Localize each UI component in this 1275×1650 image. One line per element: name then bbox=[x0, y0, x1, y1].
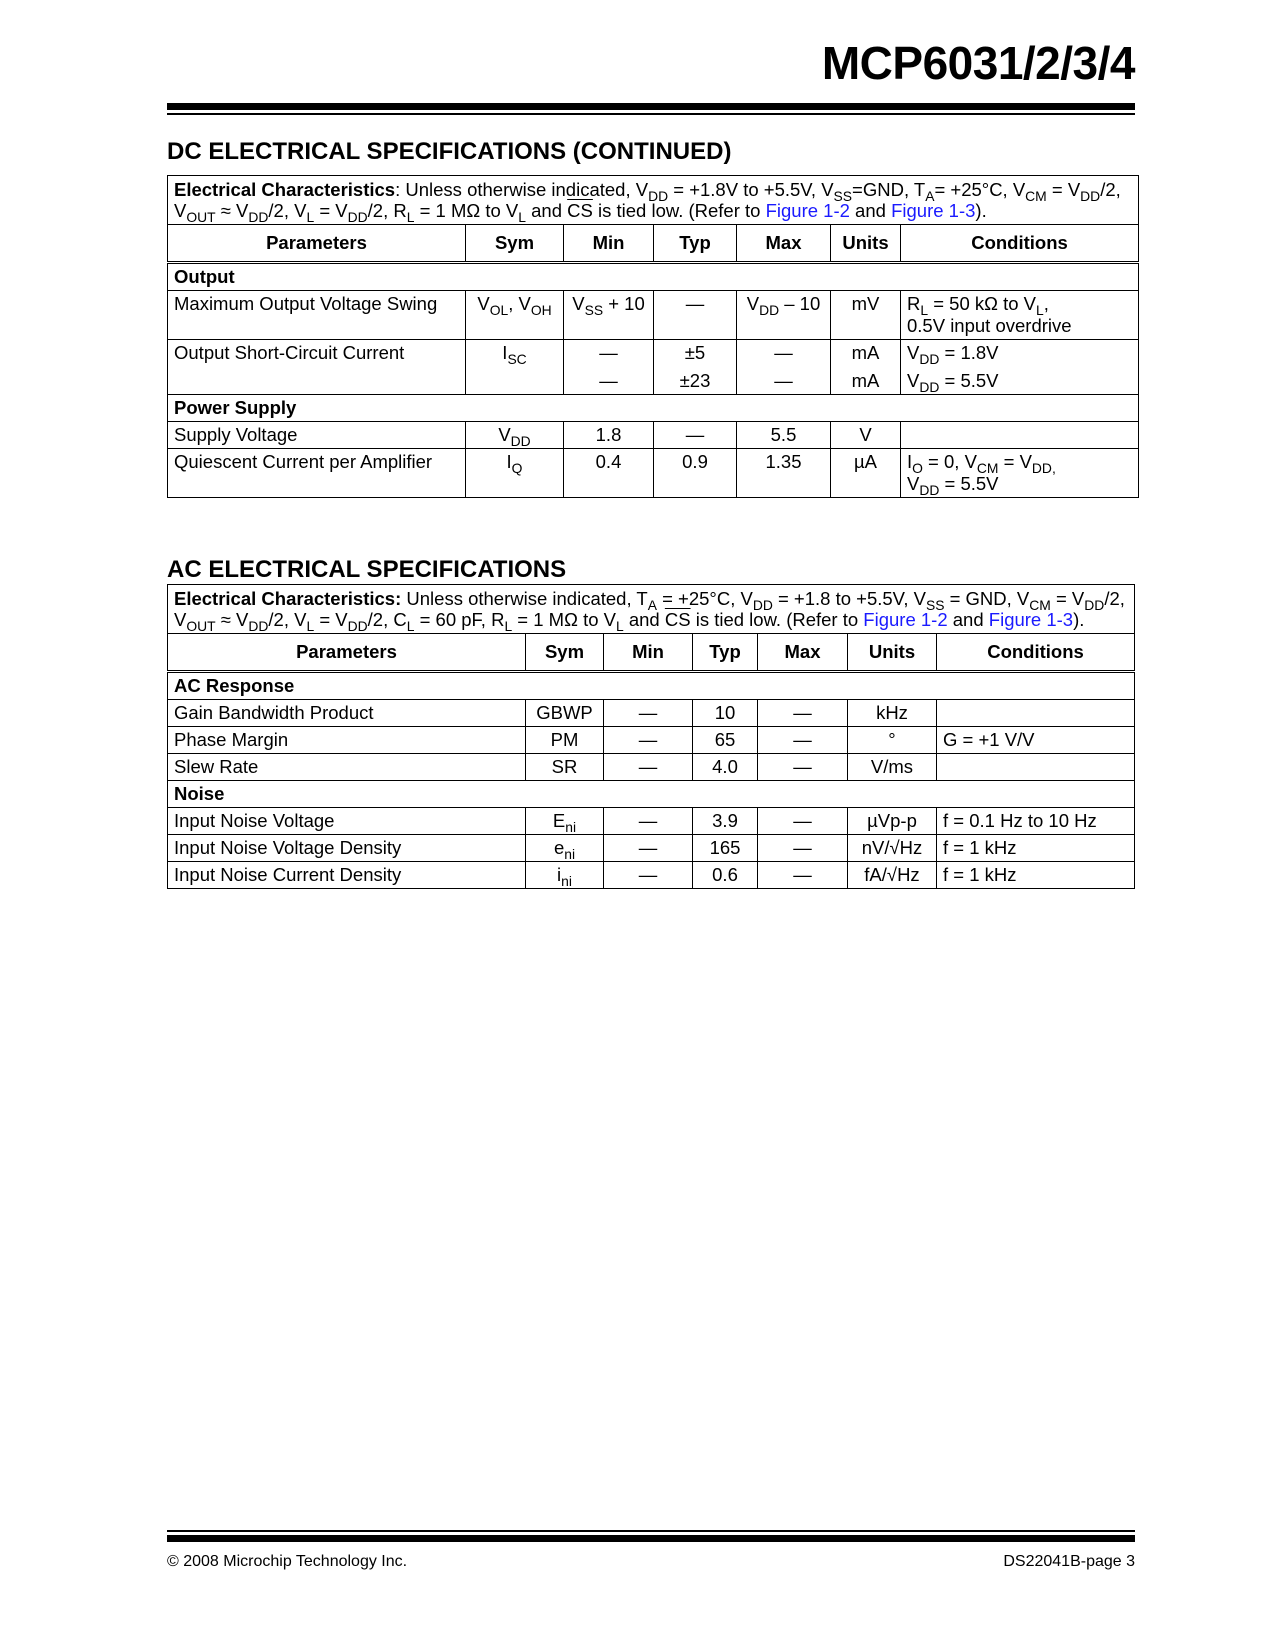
section-label: Power Supply bbox=[168, 395, 1139, 422]
sym-cell: $e_{ni}$ bbox=[526, 835, 604, 862]
ac-conditions-note: Electrical Characteristics: Unless otherwise indicated, $T_A = +25^\circ C$, $V_{DD} = +1.8$ to +5.5V, $V_{SS}$ = GND, $V_{CM} = V_{DD}/2$, $V_{OUT} \approx V_{DD}/2$, $V_L = V_{DD}/2$, $C_L = 60$ pF, $R_L = 1$ MΩ to $V_L$ and $\overline{CS}$ is tied low. (Refer to Figure 1-2 and Figure 1-3). bbox=[168, 585, 1135, 634]
sym-cell: $I_{SC}$ bbox=[466, 340, 564, 395]
min-cell: — bbox=[604, 700, 693, 727]
sym-cell: $E_{ni}$ bbox=[526, 808, 604, 835]
dc-figure-link-2[interactable]: Figure 1-3 bbox=[891, 200, 976, 221]
min-cell: $V_{SS} + 10$ bbox=[564, 291, 654, 340]
col-header-min: Min bbox=[604, 634, 693, 672]
units-cell: nV/√Hz bbox=[848, 835, 937, 862]
max-cell: — bbox=[758, 700, 848, 727]
units-cell: ° bbox=[848, 727, 937, 754]
table-row bbox=[168, 340, 1139, 395]
ac-header-row bbox=[168, 634, 1135, 672]
header-rule-thin bbox=[167, 113, 1135, 115]
ac-figure-link-1[interactable]: Figure 1-2 bbox=[863, 609, 948, 630]
dc-header-row bbox=[168, 225, 1139, 263]
col-header-max: Max bbox=[758, 634, 848, 672]
param-cell: Maximum Output Voltage Swing bbox=[168, 291, 466, 340]
typ-cell: — bbox=[654, 291, 737, 340]
units-cell: kHz bbox=[848, 700, 937, 727]
typ-cell: 0.9 bbox=[654, 449, 737, 498]
min-cell: — — bbox=[564, 340, 654, 395]
units-cell: µVp-p bbox=[848, 808, 937, 835]
param-cell: Input Noise Current Density bbox=[168, 862, 526, 889]
ac-note-label: Electrical Characteristics: bbox=[174, 588, 402, 609]
units-cell: mV bbox=[831, 291, 901, 340]
typ-cell: 3.9 bbox=[693, 808, 758, 835]
param-cell: Gain Bandwidth Product bbox=[168, 700, 526, 727]
min-cell: 0.4 bbox=[564, 449, 654, 498]
sym-cell: $V_{DD}$ bbox=[466, 422, 564, 449]
table-row bbox=[168, 700, 1135, 727]
min-cell: — bbox=[604, 808, 693, 835]
max-cell: — — bbox=[737, 340, 831, 395]
conditions-cell: f = 1 kHz bbox=[937, 835, 1135, 862]
min-cell: 1.8 bbox=[564, 422, 654, 449]
conditions-cell: f = 0.1 Hz to 10 Hz bbox=[937, 808, 1135, 835]
col-header-max: Max bbox=[737, 225, 831, 263]
param-cell: Quiescent Current per Amplifier bbox=[168, 449, 466, 498]
dc-conditions-note: Electrical Characteristics: Unless otherwise indicated, $V_{DD} = +1.8V$ to +5.5V, $V_{SS}=GND$, $T_A= +25^\circ C$, $V_{CM} = V_{DD}/2$, $V_{OUT} \approx V_{DD}/2$, $V_L = V_{DD}/2$, $R_L = 1$ MΩ to $V_L$ and $\overline{CS}$ is tied low. (Refer to Figure 1-2 and Figure 1-3). bbox=[168, 176, 1139, 225]
table-row bbox=[168, 808, 1135, 835]
dc-figure-link-1[interactable]: Figure 1-2 bbox=[765, 200, 850, 221]
max-cell: — bbox=[758, 754, 848, 781]
ac-conditions-note-row bbox=[168, 585, 1135, 634]
param-cell: Supply Voltage bbox=[168, 422, 466, 449]
sym-cell: $V_{OL}$, $V_{OH}$ bbox=[466, 291, 564, 340]
max-cell: 1.35 bbox=[737, 449, 831, 498]
dc-conditions-note-row bbox=[168, 176, 1139, 225]
max-cell: $V_{DD} - 10$ bbox=[737, 291, 831, 340]
conditions-cell: G = +1 V/V bbox=[937, 727, 1135, 754]
section-label: Noise bbox=[168, 781, 1135, 808]
footer-copyright: © 2008 Microchip Technology Inc. bbox=[167, 1553, 408, 1570]
dc-spec-heading: DC ELECTRICAL SPECIFICATIONS (CONTINUED) bbox=[167, 138, 732, 165]
dc-note-label: Electrical Characteristics bbox=[174, 179, 396, 200]
ac-spec-heading: AC ELECTRICAL SPECIFICATIONS bbox=[167, 556, 567, 583]
typ-cell: 10 bbox=[693, 700, 758, 727]
max-cell: 5.5 bbox=[737, 422, 831, 449]
units-cell: V bbox=[831, 422, 901, 449]
conditions-cell bbox=[937, 754, 1135, 781]
footer-rule-thick bbox=[167, 1535, 1135, 1542]
typ-cell: 165 bbox=[693, 835, 758, 862]
table-row bbox=[168, 291, 1139, 340]
sym-cell: $i_{ni}$ bbox=[526, 862, 604, 889]
param-cell: Output Short-Circuit Current bbox=[168, 340, 466, 395]
typ-cell: 0.6 bbox=[693, 862, 758, 889]
conditions-cell: $I_O = 0$, $V_{CM} = V_{DD,}$ $V_{DD} = 5.5V$ bbox=[901, 449, 1139, 498]
footer-rule-thin bbox=[167, 1530, 1135, 1532]
conditions-cell: $R_L = 50$ kΩ to $V_L$, 0.5V input overdrive bbox=[901, 291, 1139, 340]
col-header-sym: Sym bbox=[526, 634, 604, 672]
min-cell: — bbox=[604, 754, 693, 781]
page-title: MCP6031/2/3/4 bbox=[821, 37, 1135, 89]
max-cell: — bbox=[758, 835, 848, 862]
units-cell: V/ms bbox=[848, 754, 937, 781]
col-header-conditions: Conditions bbox=[901, 225, 1139, 263]
section-row-power-supply bbox=[168, 395, 1139, 422]
col-header-units: Units bbox=[848, 634, 937, 672]
units-cell: mA mA bbox=[831, 340, 901, 395]
param-cell: Phase Margin bbox=[168, 727, 526, 754]
sym-cell: SR bbox=[526, 754, 604, 781]
col-header-typ: Typ bbox=[693, 634, 758, 672]
conditions-line: 0.5V input overdrive bbox=[907, 315, 1072, 336]
table-row bbox=[168, 835, 1135, 862]
min-cell: — bbox=[604, 727, 693, 754]
table-row bbox=[168, 727, 1135, 754]
dc-spec-table bbox=[167, 175, 1139, 498]
conditions-cell: f = 1 kHz bbox=[937, 862, 1135, 889]
max-cell: — bbox=[758, 727, 848, 754]
section-label: AC Response bbox=[168, 672, 1135, 700]
col-header-units: Units bbox=[831, 225, 901, 263]
col-header-parameters: Parameters bbox=[168, 634, 526, 672]
col-header-min: Min bbox=[564, 225, 654, 263]
section-row-ac-response bbox=[168, 672, 1135, 700]
max-cell: — bbox=[758, 808, 848, 835]
param-cell: Slew Rate bbox=[168, 754, 526, 781]
typ-cell: 65 bbox=[693, 727, 758, 754]
typ-cell: ±5 ±23 bbox=[654, 340, 737, 395]
min-cell: — bbox=[604, 835, 693, 862]
conditions-cell bbox=[901, 422, 1139, 449]
typ-cell: — bbox=[654, 422, 737, 449]
section-label: Output bbox=[168, 263, 1139, 291]
sym-cell: PM bbox=[526, 727, 604, 754]
max-cell: — bbox=[758, 862, 848, 889]
conditions-cell: $V_{DD} = 1.8V$ $V_{DD} = 5.5V$ bbox=[901, 340, 1139, 395]
table-row bbox=[168, 862, 1135, 889]
table-row bbox=[168, 449, 1139, 498]
footer-page-number: DS22041B-page 3 bbox=[1003, 1553, 1135, 1570]
sym-cell: $I_Q$ bbox=[466, 449, 564, 498]
section-row-noise bbox=[168, 781, 1135, 808]
conditions-cell bbox=[937, 700, 1135, 727]
units-cell: fA/√Hz bbox=[848, 862, 937, 889]
param-cell: Input Noise Voltage bbox=[168, 808, 526, 835]
header-rule-thick bbox=[167, 103, 1135, 110]
section-row-output bbox=[168, 263, 1139, 291]
col-header-conditions: Conditions bbox=[937, 634, 1135, 672]
col-header-typ: Typ bbox=[654, 225, 737, 263]
ac-figure-link-2[interactable]: Figure 1-3 bbox=[988, 609, 1074, 630]
min-cell: — bbox=[604, 862, 693, 889]
col-header-sym: Sym bbox=[466, 225, 564, 263]
units-cell: µA bbox=[831, 449, 901, 498]
ac-spec-table bbox=[167, 584, 1135, 889]
typ-cell: 4.0 bbox=[693, 754, 758, 781]
sym-cell: GBWP bbox=[526, 700, 604, 727]
param-cell: Input Noise Voltage Density bbox=[168, 835, 526, 862]
table-row bbox=[168, 422, 1139, 449]
col-header-parameters: Parameters bbox=[168, 225, 466, 263]
table-row bbox=[168, 754, 1135, 781]
